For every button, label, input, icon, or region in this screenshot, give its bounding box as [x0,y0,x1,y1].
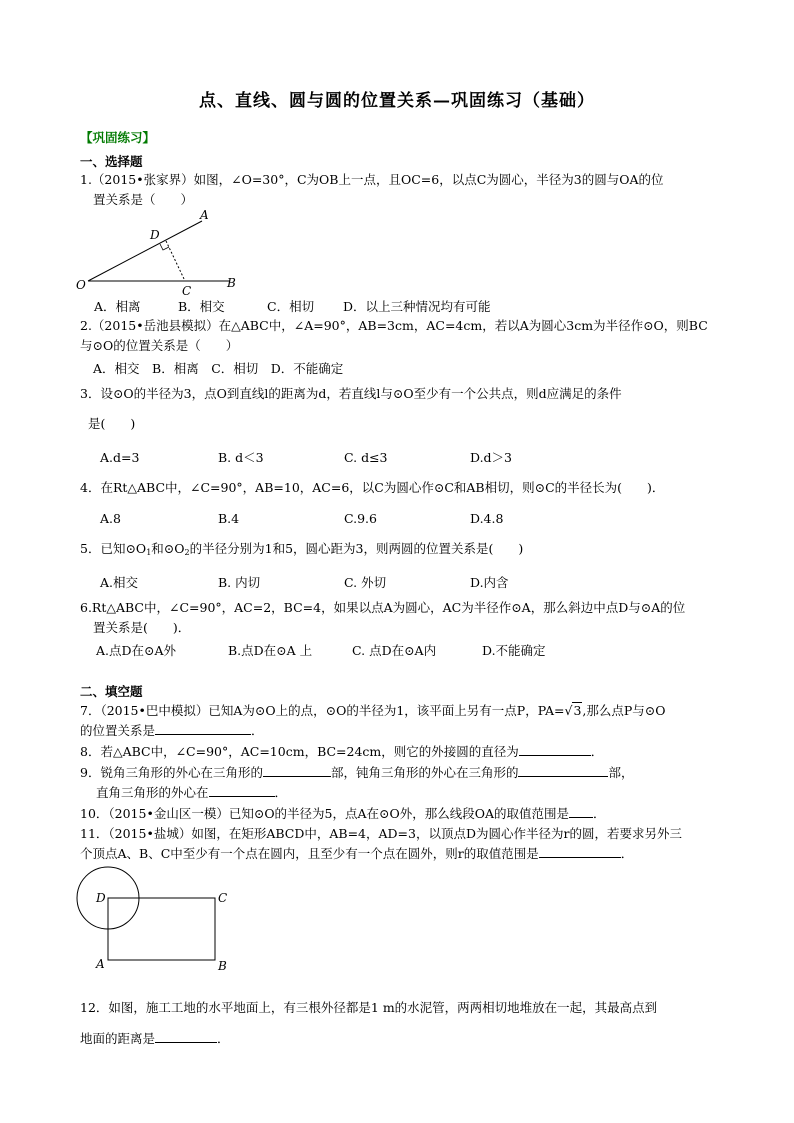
q2-line1: 2.（2015•岳池县模拟）在△ABC中，∠A=90°，AB=3cm，AC=4cm，若以A为圆心3cm为半径作⊙O，则BC [80,318,708,333]
q9-line2: 直角三角形的外心在 ． [96,785,288,800]
q3-line1: 3．设⊙O的半径为3，点O到直线l的距离为d，若直线l与⊙O至少有一个公共点，则d应满足的条件 [80,386,622,401]
q1-options [94,297,491,315]
label-d: D [150,228,160,242]
q1-figure [70,205,250,300]
q12-line2: 地面的距离是 ． [80,1031,230,1046]
q8-answer-blank[interactable] [519,744,591,756]
q6-line1: 6.Rt△ABC中，∠C=90°，AC=2，BC=4，如果以点A为圆心，AC为半径作⊙A，那么斜边中点D与⊙A的位 [80,600,686,615]
q3-option-a: A.d=3 [100,450,140,465]
part1-heading: 一、选择题 [80,154,143,169]
q3-options [100,448,512,466]
q9-answer-blank-2[interactable] [518,765,608,777]
q5-option-b: B. 内切 [218,575,261,590]
q7-answer-blank[interactable] [155,723,251,735]
q6-options [96,641,546,659]
q8-line: 8．若△ABC中，∠C=90°，AC=10cm，BC=24cm，则它的外接圆的直径为 ． [80,744,604,759]
q3-option-c: C. d≤3 [344,450,388,465]
q3-line2: 是( ) [88,416,136,431]
part2-heading: 二、填空题 [80,684,143,699]
q1-option-a: A．相离 [94,299,141,314]
q5-line1: 5．已知$⊙O_1$和$⊙O_2$的半径分别为1和5，圆心距为3，则两圆的位置关系是( ) [80,541,524,557]
sqrt-symbol: √3 [564,703,582,718]
q9-line1: 9．锐角三角形的外心在三角形的 部，钝角三角形的外心在三角形的 部， [80,765,634,780]
q4-option-b: B.4 [218,511,240,526]
label-a: A [96,957,105,971]
q4-option-d: D.4.8 [470,511,504,526]
q6-line2: 置关系是( )． [93,620,191,635]
q2-options: A．相交 B．相离 C．相切 D．不能确定 [93,361,344,376]
q1-option-b: B．相交 [178,299,225,314]
q6-option-a: A.点D在⊙A外 [96,643,177,658]
q1-line2: 置关系是（ ） [93,192,194,207]
q11-line1: 11．（2015•盐城）如图，在矩形ABCD中，AB=4，AD=3，以顶点D为圆心作半径为r的圆，若要求另外三 [80,826,682,841]
label-b: B [218,959,227,973]
q9-answer-blank-1[interactable] [263,765,331,777]
q6-option-d: D.不能确定 [482,643,546,658]
q3-option-d: D.d＞3 [470,450,513,465]
q3-option-b: B. d＜3 [218,450,264,465]
q1-option-d: D．以上三种情况均有可能 [343,299,491,314]
q11-answer-blank[interactable] [539,846,621,858]
q5-option-d: D.内含 [470,575,509,590]
q6-option-b: B.点D在⊙A 上 [228,643,313,658]
q6-option-c: C. 点D在⊙A内 [352,643,437,658]
q11-figure [72,868,242,978]
q10-line: 10．（2015•金山区一模）已知⊙O的半径为5，点A在⊙O外，那么线段OA的取值范围是 ． [80,806,606,821]
label-a: A [200,208,209,222]
label-c: C [182,284,192,298]
q5-option-a: A.相交 [100,575,139,590]
q12-line1: 12．如图，施工工地的水平地面上，有三根外径都是1 m的水泥管，两两相切地堆放在一起，其最高点到 [80,1000,658,1015]
q4-option-c: C.9.6 [344,511,377,526]
q5-option-c: C. 外切 [344,575,387,590]
rectangle-abcd [108,898,215,960]
q1-option-c: C．相切 [267,299,315,314]
q7-line1: 7．（2015•巴中模拟）已知A为⊙O上的点，⊙O的半径为1，该平面上另有一点P，PA=√3,那么点P与⊙O [80,703,666,718]
q5-options [100,573,509,591]
section-tag: 【巩固练习】 [80,130,156,145]
q7-line2: 的位置关系是 ． [80,723,264,738]
q4-options [100,511,503,526]
q4-line1: 4．在Rt△ABC中，∠C=90°，AB=10，AC=6，以C为圆心作⊙C和AB相切，则⊙C的半径长为( )． [80,480,665,495]
q11-line2: 个顶点A、B、C中至少有一个点在圆内，且至少有一个点在圆外，则r的取值范围是 ． [80,846,634,861]
q1-line1: 1.（2015•张家界）如图，∠O=30°，C为OB上一点，且OC=6，以点C为圆心，半径为3的圆与OA的位 [80,172,664,187]
q12-answer-blank[interactable] [155,1031,217,1043]
q9-answer-blank-3[interactable] [209,785,275,797]
label-o: O [76,278,86,292]
ray-oa [88,221,202,281]
label-b: B [227,276,236,290]
label-c: C [218,891,228,905]
q10-answer-blank[interactable] [569,806,593,818]
q2-line2: 与⊙O的位置关系是（ ） [80,338,239,353]
label-d: D [96,891,106,905]
page-title: 点、直线、圆与圆的位置关系—巩固练习（基础） [199,91,595,111]
q4-option-a: A.8 [100,511,121,526]
